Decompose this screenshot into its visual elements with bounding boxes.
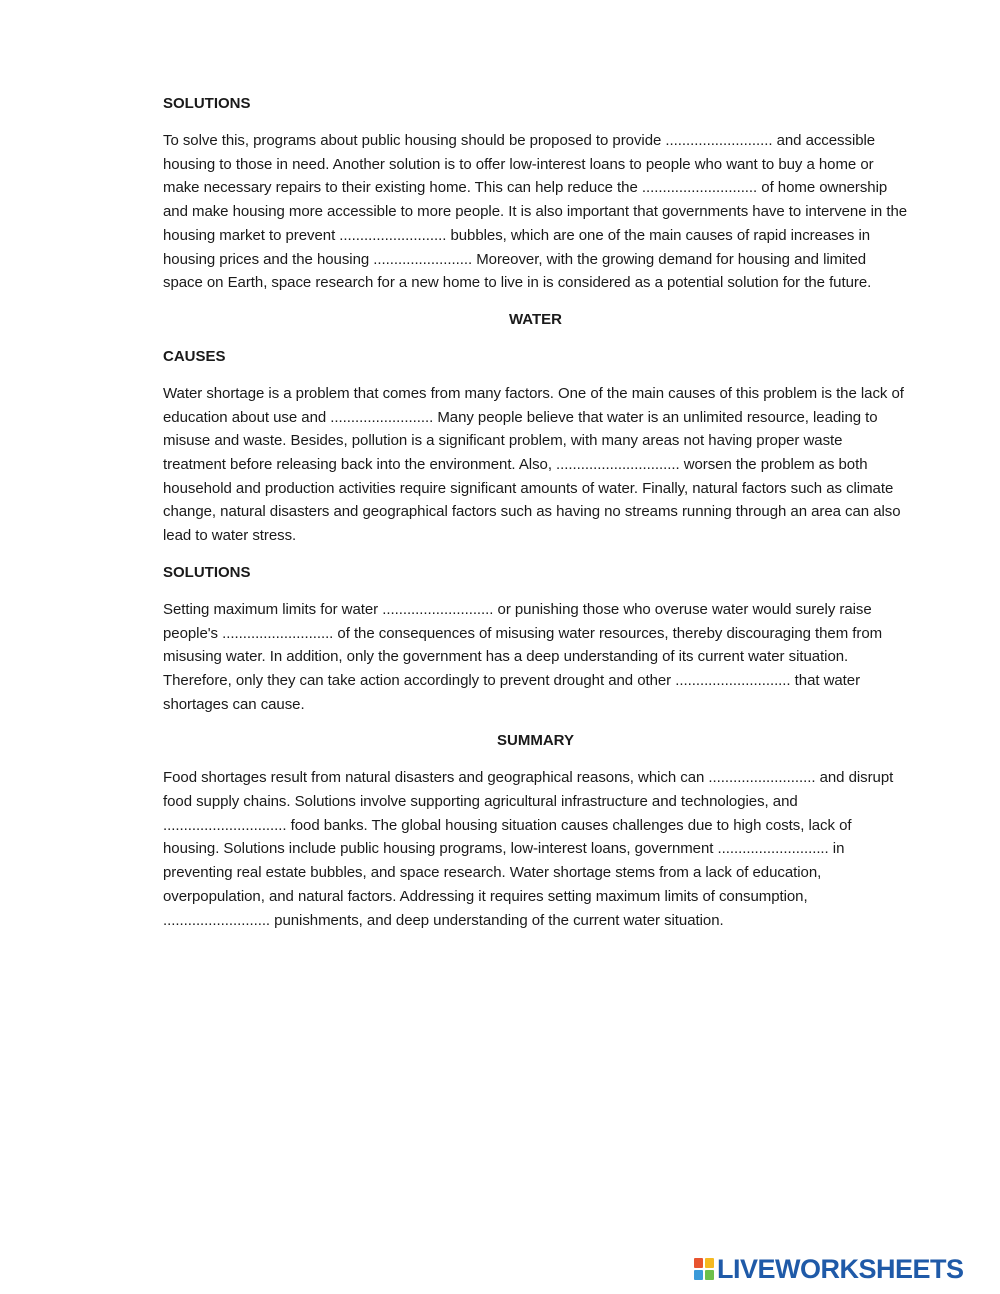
water-causes-text: Water shortage is a problem that comes from many factors. One of the main causes of this problem is the lack of education about use and ......................... Many people believe that water is an unlimited resource, leading to misuse and waste. Besides, pollution is a significant problem, with many areas not having proper waste treatment before releasing back into the environment. Also, .............................. worsen the problem as both household and production activities require significant amounts of water. Finally, natural factors such as climate change, natural disasters and geographical factors such as having no streams running through an area can also lead to water stress. bbox=[163, 384, 904, 545]
logo-square-2 bbox=[705, 1258, 714, 1268]
logo-mark-icon bbox=[693, 1257, 715, 1281]
logo-square-1 bbox=[694, 1258, 703, 1268]
water-causes-heading: CAUSES bbox=[163, 347, 226, 365]
water-title: WATER bbox=[508, 310, 563, 328]
housing-solutions-heading: SOLUTIONS bbox=[163, 95, 251, 112]
logo-square-4 bbox=[705, 1270, 714, 1280]
summary-title: SUMMARY bbox=[497, 732, 574, 750]
logo-text: LIVEWORKSHEETS bbox=[717, 1253, 964, 1284]
worksheet-page bbox=[163, 92, 908, 945]
logo-square-3 bbox=[694, 1270, 703, 1280]
water-solutions-text: Setting maximum limits for water ........................... or punishing those who overuse water would surely raise people's ........................... of the consequences of misusing water resources, thereby discouraging them from misusing water. In addition, only the government has a deep understanding of its current water situation. Therefore, only they can take action accordingly to prevent drought and other ............................ that water shortages can cause. bbox=[163, 600, 883, 713]
housing-solutions-text: To solve this, programs about public housing should be proposed to provide .......................... and accessible housing to those in need. Another solution is to offer low-interest loans to people who want to buy a home or make necessary repairs to their existing home. This can help reduce the ............................ of home ownership and make housing more accessible to more people. It is also important that governments have to intervene in the housing market to prevent .......................... bubbles, which are one of the main causes of rapid increases in housing prices and the housing ........................ Moreover, with the growing demand for housing and limited space on Earth, space research for a new home to live in is considered as a potential solution for the future. bbox=[163, 132, 908, 292]
liveworksheets-logo bbox=[693, 1254, 964, 1284]
water-solutions-heading: SOLUTIONS bbox=[163, 563, 251, 581]
summary-text: Food shortages result from natural disasters and geographical reasons, which can .......................... and disrupt food supply chains. Solutions involve supporting agricultural infrastructure and technologies, and .............................. food banks. The global housing situation causes challenges due to high costs, lack of housing. Solutions include public housing programs, low-interest loans, government ........................... in preventing real estate bubbles, and space research. Water shortage stems from a lack of education, overpopulation, and natural factors. Addressing it requires setting maximum limits of consumption, .......................... punishments, and deep understanding of the current water situation. bbox=[163, 769, 894, 929]
